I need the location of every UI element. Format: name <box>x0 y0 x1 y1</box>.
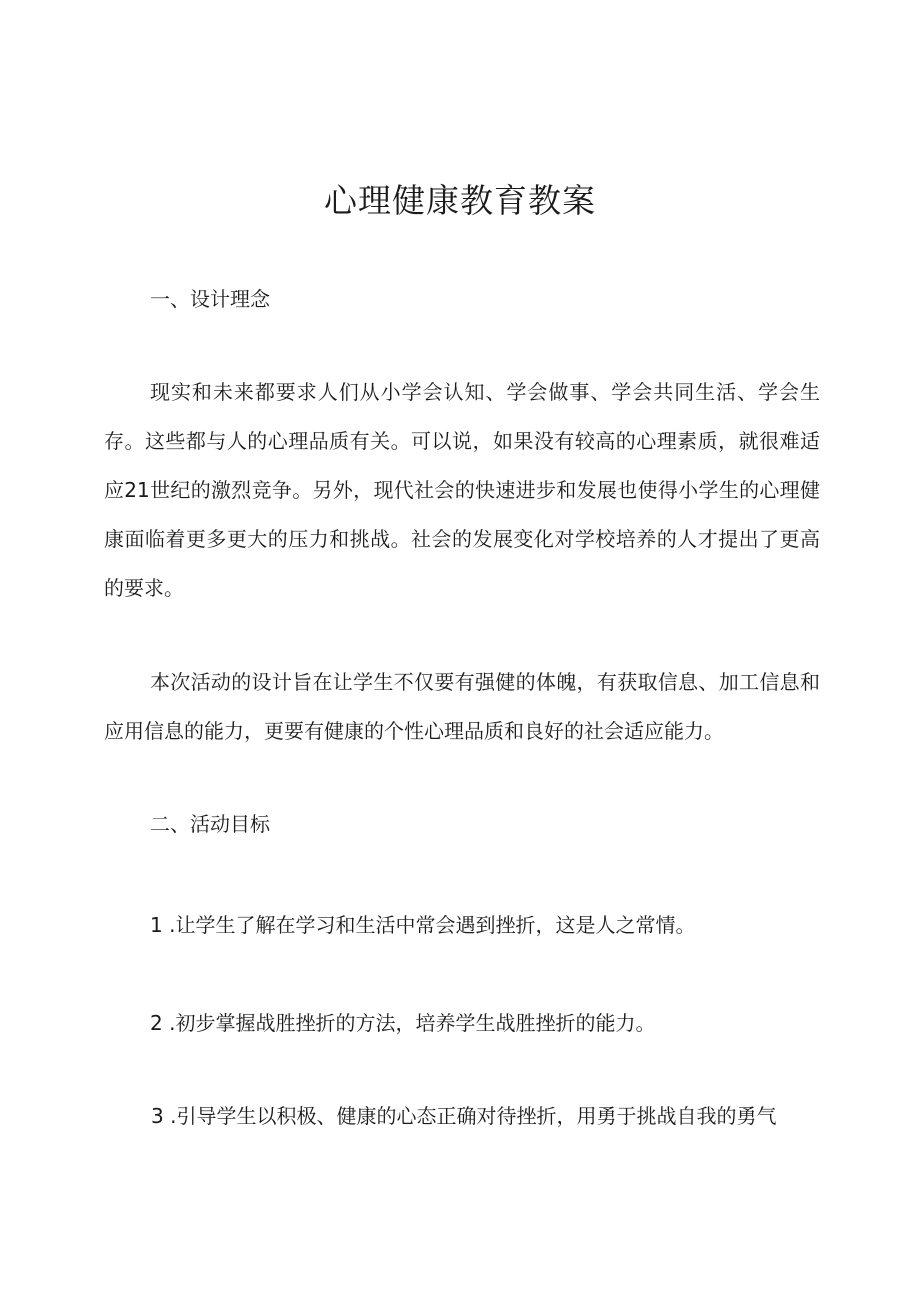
paragraph-design-concept-1: 现实和未来都要求人们从小学会认知、学会做事、学会共同生活、学会生存。这些都与人的心理品质有关。可以说，如果没有较高的心理素质，就很难适应21世纪的激烈竞争。另外，现代社会的快速进步和发展也使得小学生的心理健康面临着更多更大的压力和挑战。社会的发展变化对学校培养的人才提出了更高的要求。 <box>104 380 820 600</box>
section-heading-design-concept: 一、设计理念 <box>150 287 270 311</box>
goal-item-2: 2 .初步掌握战胜挫折的方法，培养学生战胜挫折的能力。 <box>150 1011 656 1035</box>
document-title: 心理健康教育教案 <box>324 181 596 220</box>
section-heading-activity-goals: 二、活动目标 <box>150 812 270 836</box>
goal-item-1: 1 .让学生了解在学习和生活中常会遇到挫折，这是人之常情。 <box>150 913 696 937</box>
goal-item-3: 3 .引导学生以积极、健康的心态正确对待挫折，用勇于挑战自我的勇气 <box>151 1104 777 1128</box>
paragraph-design-concept-2: 本次活动的设计旨在让学生不仅要有强健的体魄，有获取信息、加工信息和应用信息的能力，更要有健康的个性心理品质和良好的社会适应能力。 <box>104 670 820 743</box>
